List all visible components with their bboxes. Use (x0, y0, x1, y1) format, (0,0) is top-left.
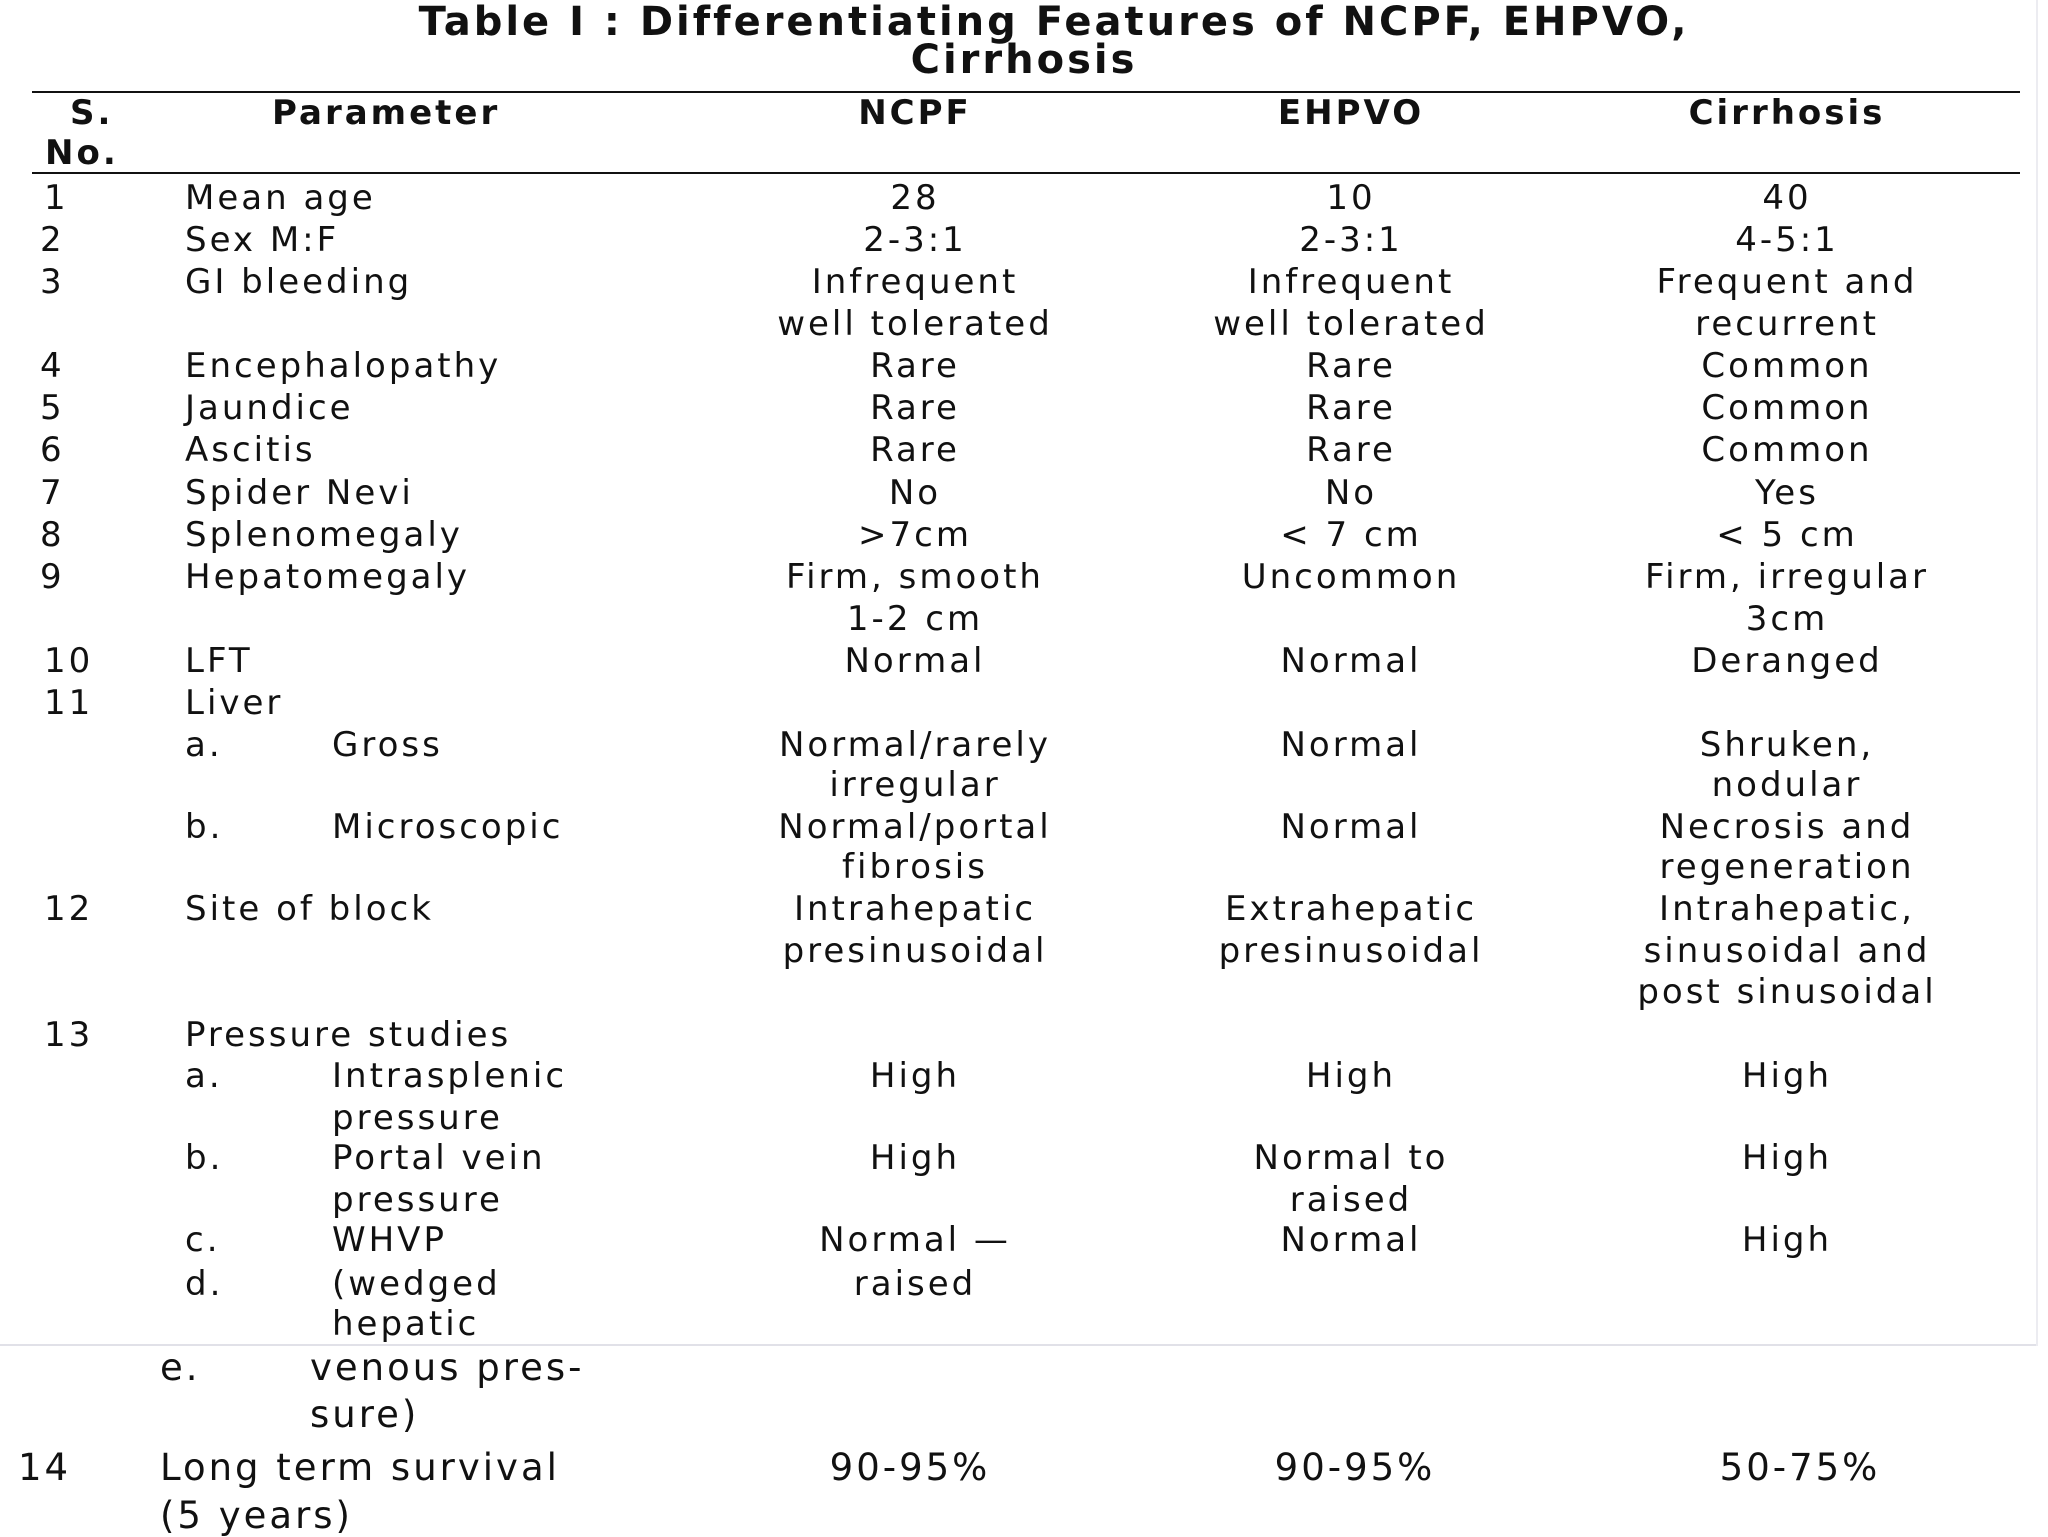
cell-ncpf: High (869, 1138, 961, 1178)
cell-ehpvo: Normal (1280, 641, 1422, 681)
row-parameter-line2: pressure (332, 1098, 503, 1138)
row-number: 13 (44, 1015, 94, 1055)
row-number: 10 (44, 641, 94, 681)
row-parameter: WHVP (332, 1220, 447, 1260)
row-parameter: LFT (185, 641, 253, 681)
cell-ncpf-line2: presinusoidal (782, 931, 1048, 971)
row-number: 7 (40, 473, 65, 513)
row-parameter: Site of block (185, 889, 434, 929)
row-parameter-line1: venous pres- (310, 1346, 585, 1389)
cell-ncpf: 28 (890, 178, 940, 218)
row-parameter: Spider Nevi (185, 473, 414, 513)
header-ncpf: NCPF (858, 93, 972, 133)
row-parameter-line1: (wedged (332, 1264, 501, 1304)
cell-ncpf: Normal (844, 641, 986, 681)
slide-edge (2036, 0, 2038, 1346)
cell-ehpvo-line1: Extrahepatic (1224, 889, 1478, 929)
row-letter: b. (185, 1138, 224, 1178)
cell-ncpf-line2: irregular (829, 765, 1001, 805)
row-parameter: Gross (332, 725, 443, 765)
cell-ncpf: >7cm (858, 515, 972, 555)
cell-ehpvo: 10 (1326, 178, 1376, 218)
row-number: 8 (40, 515, 65, 555)
row-number: 3 (40, 262, 65, 302)
cell-cirrhosis-line2: 3cm (1745, 599, 1829, 639)
cell-cirrhosis-line2: sinusoidal and (1643, 931, 1931, 971)
row-parameter-line2: hepatic (332, 1304, 480, 1344)
cell-cirrhosis-line2: nodular (1711, 765, 1863, 805)
row-number: 12 (44, 889, 94, 929)
row-parameter: Splenomegaly (185, 515, 463, 555)
cell-ehpvo: Normal (1280, 1220, 1422, 1260)
cell-ncpf-line1: Firm, smooth (786, 557, 1044, 597)
cell-ncpf-line2: well tolerated (777, 304, 1053, 344)
cell-cirrhosis: Common (1701, 346, 1873, 386)
row-letter: a. (185, 1056, 223, 1096)
row-parameter: Mean age (185, 178, 376, 218)
row-number: 14 (18, 1446, 72, 1489)
cell-cirrhosis-line3: post sinusoidal (1637, 972, 1937, 1012)
header-cirrhosis: Cirrhosis (1688, 93, 1886, 133)
cell-ehpvo: Rare (1306, 388, 1396, 428)
row-parameter: Pressure studies (185, 1015, 512, 1055)
cell-ehpvo: 90-95% (1274, 1446, 1436, 1489)
row-parameter-line1: Long term survival (160, 1446, 560, 1489)
cell-cirrhosis-line1: Firm, irregular (1644, 557, 1929, 597)
row-parameter: Encephalopathy (185, 346, 502, 386)
row-parameter: Ascitis (185, 430, 316, 470)
cell-cirrhosis-line2: recurrent (1695, 304, 1879, 344)
cell-ncpf: Rare (870, 346, 960, 386)
row-letter: a. (185, 725, 223, 765)
cell-ncpf-line1: Normal/portal (778, 807, 1052, 847)
cell-cirrhosis-line1: Frequent and (1656, 262, 1918, 302)
cell-ehpvo: < 7 cm (1280, 515, 1422, 555)
cell-ncpf: 90-95% (829, 1446, 991, 1489)
slide-divider (0, 1344, 2036, 1346)
header-parameter: Parameter (272, 93, 501, 133)
cell-cirrhosis-line1: Necrosis and (1659, 807, 1915, 847)
header-ehpvo: EHPVO (1277, 93, 1425, 133)
cell-cirrhosis: Yes (1755, 473, 1819, 513)
cell-ncpf: No (888, 473, 942, 513)
cell-ehpvo: No (1324, 473, 1378, 513)
cell-ncpf-line1: Intrahepatic (793, 889, 1037, 929)
cell-cirrhosis-line1: Intrahepatic, (1659, 889, 1915, 929)
cell-ehpvo-line2: presinusoidal (1218, 931, 1484, 971)
cell-cirrhosis: 4-5:1 (1735, 220, 1839, 260)
cell-cirrhosis-line2: regeneration (1659, 847, 1915, 887)
cell-ehpvo-line2: well tolerated (1213, 304, 1489, 344)
cell-cirrhosis: Common (1701, 430, 1873, 470)
row-parameter-line1: Intrasplenic (332, 1056, 568, 1096)
row-parameter: Sex M:F (185, 220, 340, 260)
cell-cirrhosis: < 5 cm (1716, 515, 1858, 555)
cell-ehpvo: Rare (1306, 430, 1396, 470)
cell-ehpvo-line1: Normal to (1253, 1138, 1449, 1178)
row-letter: d. (185, 1264, 224, 1304)
row-letter: c. (185, 1220, 221, 1260)
row-parameter-line2: (5 years) (160, 1494, 353, 1537)
cell-ehpvo: Normal (1280, 725, 1422, 765)
cell-ehpvo: Uncommon (1241, 557, 1461, 597)
cell-cirrhosis: High (1741, 1138, 1833, 1178)
cell-ncpf-line1: Normal/rarely (778, 725, 1051, 765)
cell-ncpf-line2: 1-2 cm (846, 599, 984, 639)
row-number: 6 (40, 430, 65, 470)
header-bottom-rule (32, 172, 2020, 174)
cell-cirrhosis: High (1741, 1220, 1833, 1260)
row-number: 11 (44, 683, 94, 723)
row-parameter-line2: sure) (310, 1393, 420, 1436)
cell-ncpf: High (869, 1056, 961, 1096)
row-parameter-line1: Portal vein (332, 1138, 546, 1178)
cell-ehpvo-line2: raised (1289, 1180, 1413, 1220)
cell-ncpf-line2: raised (853, 1264, 977, 1304)
table-title-line1: Table I : Differentiating Features of NCPF, EHPVO, (418, 0, 1690, 45)
cell-ncpf: Rare (870, 388, 960, 428)
row-number: 9 (40, 557, 65, 597)
row-number: 1 (44, 178, 69, 218)
cell-cirrhosis: Deranged (1691, 641, 1883, 681)
cell-ncpf: 2-3:1 (863, 220, 967, 260)
header-sno-line1: S. (70, 93, 114, 133)
cell-ncpf: Rare (870, 430, 960, 470)
cell-ncpf-line1: Infrequent (811, 262, 1019, 302)
row-parameter: Jaundice (185, 388, 354, 428)
row-parameter: Hepatomegaly (185, 557, 471, 597)
row-parameter: GI bleeding (185, 262, 413, 302)
cell-ehpvo: 2-3:1 (1299, 220, 1403, 260)
cell-ncpf-line2: fibrosis (842, 847, 988, 887)
row-number: 5 (40, 388, 65, 428)
row-number: 4 (40, 346, 65, 386)
row-parameter-line2: pressure (332, 1180, 503, 1220)
row-letter: b. (185, 807, 224, 847)
cell-ehpvo: High (1305, 1056, 1397, 1096)
cell-cirrhosis: Common (1701, 388, 1873, 428)
row-number: 2 (40, 220, 65, 260)
cell-cirrhosis-line1: Shruken, (1699, 725, 1875, 765)
row-parameter: Microscopic (332, 807, 564, 847)
cell-cirrhosis: High (1741, 1056, 1833, 1096)
row-letter: e. (160, 1346, 201, 1389)
cell-cirrhosis: 50-75% (1719, 1446, 1881, 1489)
cell-ehpvo: Rare (1306, 346, 1396, 386)
cell-ehpvo: Normal (1280, 807, 1422, 847)
cell-ehpvo-line1: Infrequent (1247, 262, 1455, 302)
table-title-line2: Cirrhosis (910, 37, 1138, 83)
cell-ncpf-line1: Normal — (819, 1220, 1011, 1260)
row-parameter: Liver (185, 683, 284, 723)
cell-cirrhosis: 40 (1762, 178, 1812, 218)
header-sno-line2: No. (45, 133, 119, 173)
